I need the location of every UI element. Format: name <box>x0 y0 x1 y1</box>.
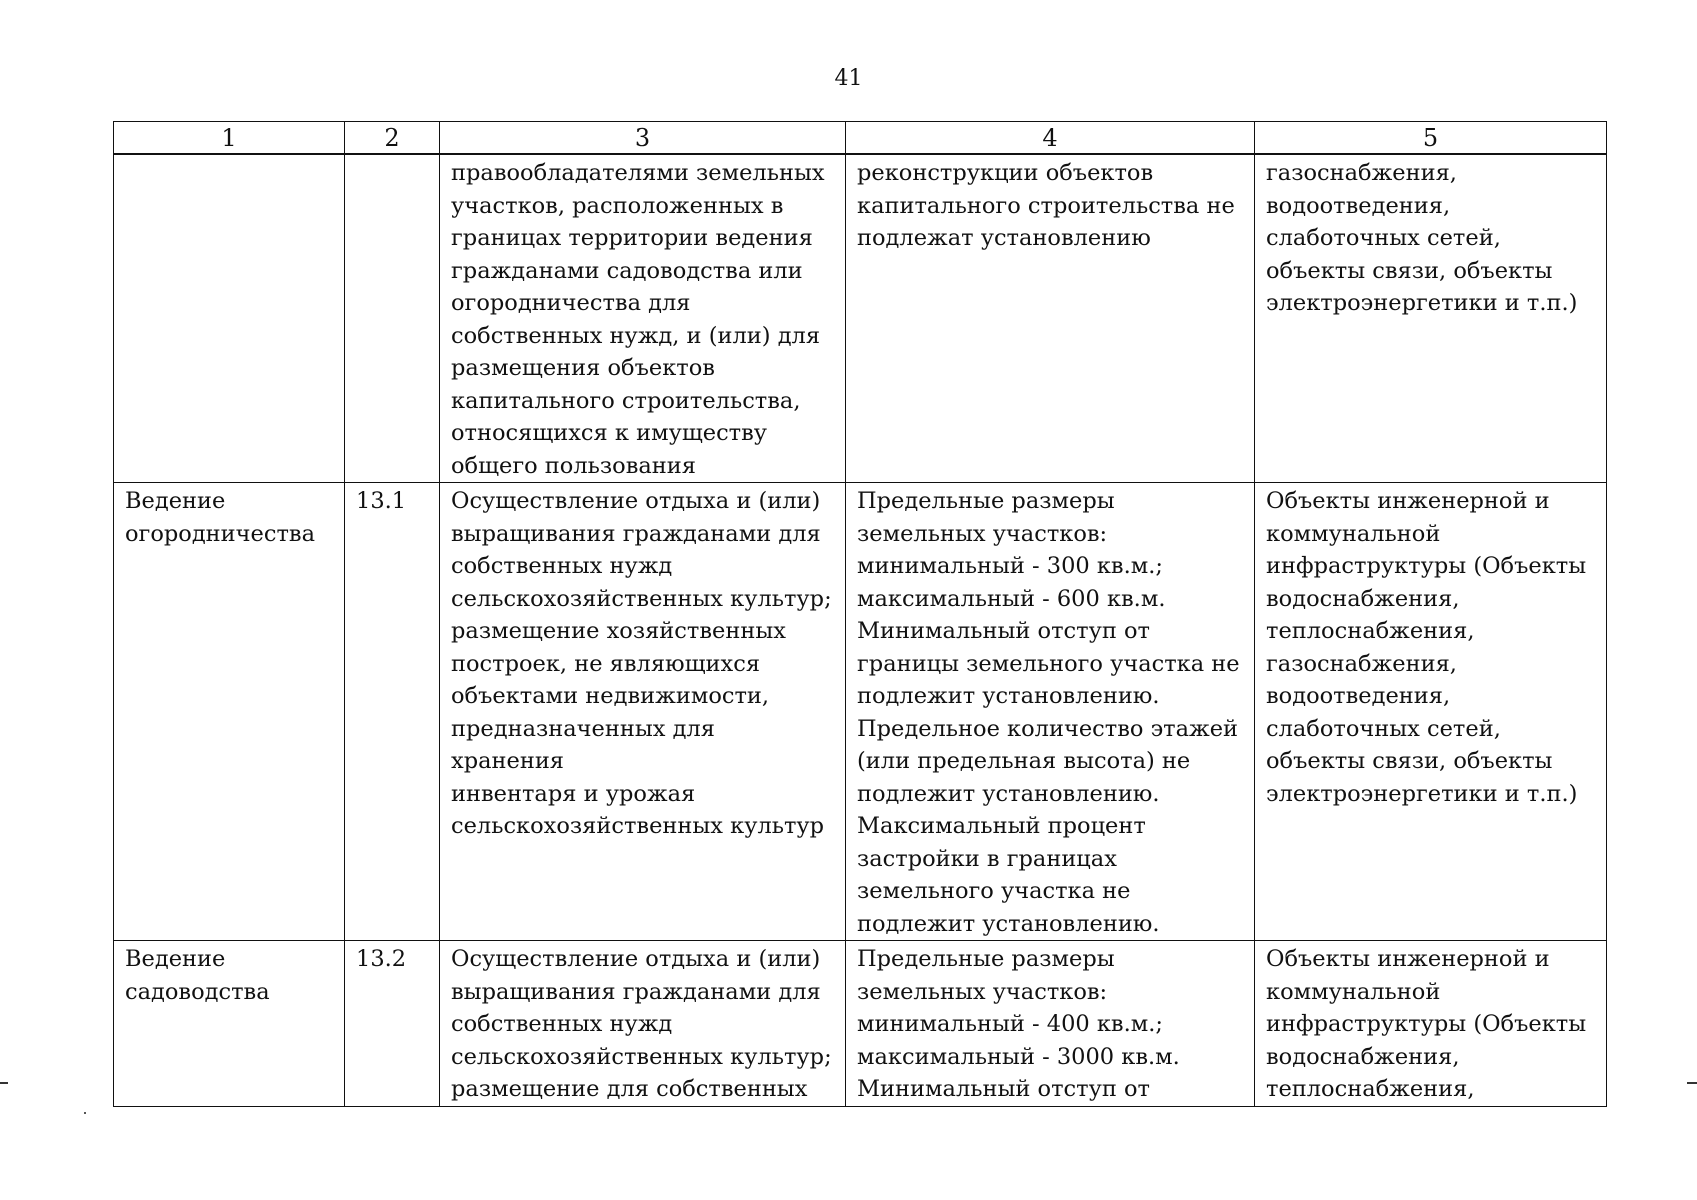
table-row <box>114 483 1607 941</box>
table-row <box>114 941 1607 1107</box>
scan-mark-left <box>0 1082 8 1084</box>
column-header-5: 5 <box>1255 122 1607 155</box>
cell-land-use-description: правообладателями земельных участков, расположенных в границах территории ведения гражданами садоводства или огородничества для собственных нужд, и (или) для размещения объектов капитального строительства, относящихся к имуществу общего пользования <box>440 154 846 483</box>
column-header-3: 3 <box>440 122 846 155</box>
cell-limit-parameters: реконструкции объектов капитального строительства не подлежат установлению <box>846 154 1255 483</box>
cell-land-use-name: Ведение садоводства <box>114 941 345 1107</box>
column-header-2: 2 <box>345 122 440 155</box>
cell-land-use-code <box>345 154 440 483</box>
cell-limit-parameters: Предельные размеры земельных участков: минимальный - 400 кв.м.; максимальный - 3000 кв.м. Минимальный отступ от <box>846 941 1255 1107</box>
cell-land-use-code: 13.2 <box>345 941 440 1107</box>
cell-land-use-name: Ведение огородничества <box>114 483 345 941</box>
scan-mark-right <box>1687 1082 1697 1084</box>
page-number: 41 <box>834 66 863 91</box>
cell-land-use-name <box>114 154 345 483</box>
cell-limit-parameters: Предельные размеры земельных участков: минимальный - 300 кв.м.; максимальный - 600 кв.м. Минимальный отступ от границы земельного участка не подлежит установлению. Предельное количество этажей (или предельная высота) не подлежит установлению. Максимальный процент застройки в границах земельного участка не подлежит установлению. <box>846 483 1255 941</box>
cell-auxiliary-uses: Объекты инженерной и коммунальной инфраструктуры (Объекты водоснабжения, теплоснабжения, газоснабжения, водоотведения, слаботочных сетей, объекты связи, объекты электроэнергетики и т.п.) <box>1255 483 1607 941</box>
cell-auxiliary-uses: газоснабжения, водоотведения, слаботочных сетей, объекты связи, объекты электроэнергетики и т.п.) <box>1255 154 1607 483</box>
cell-land-use-code: 13.1 <box>345 483 440 941</box>
table-header-row <box>114 122 1607 155</box>
table-row <box>114 154 1607 483</box>
column-header-4: 4 <box>846 122 1255 155</box>
zoning-table <box>113 121 1607 1107</box>
cell-land-use-description: Осуществление отдыха и (или) выращивания гражданами для собственных нужд сельскохозяйственных культур; размещение для собственных <box>440 941 846 1107</box>
cell-auxiliary-uses: Объекты инженерной и коммунальной инфраструктуры (Объекты водоснабжения, теплоснабжения, <box>1255 941 1607 1107</box>
cell-land-use-description: Осуществление отдыха и (или) выращивания гражданами для собственных нужд сельскохозяйственных культур; размещение хозяйственных построек, не являющихся объектами недвижимости, предназначенных для хранения инвентаря и урожая сельскохозяйственных культур <box>440 483 846 941</box>
scan-dot <box>84 1112 86 1114</box>
column-header-1: 1 <box>114 122 345 155</box>
